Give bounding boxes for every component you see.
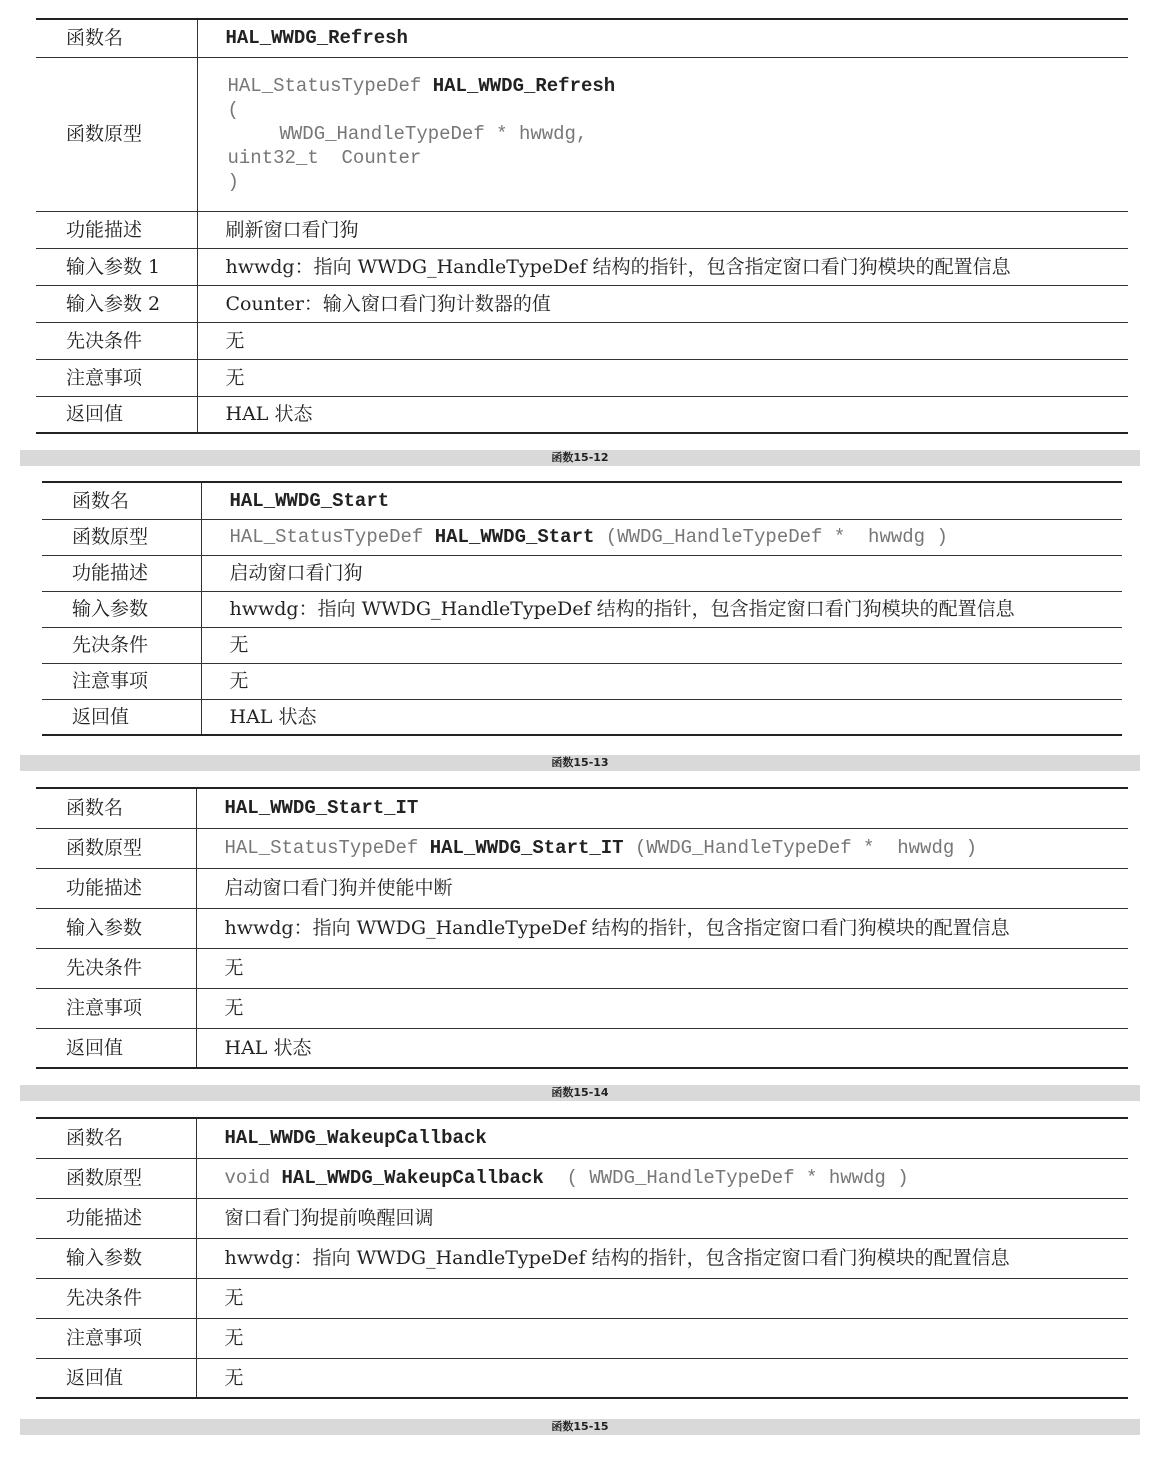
prototype-args: (WWDG_HandleTypeDef * hwwdg ) — [635, 837, 978, 859]
return-value: HAL 状态 — [196, 1028, 1128, 1068]
function-prototype — [197, 57, 1128, 211]
caption-15-13: 函数15-13 — [20, 755, 1140, 771]
description: 刷新窗口看门狗 — [197, 211, 1128, 248]
label-description: 功能描述 — [36, 1198, 196, 1238]
prototype-func-name: HAL_WWDG_Refresh — [432, 75, 616, 97]
notes: 无 — [196, 1318, 1128, 1358]
label-input-param: 输入参数 — [36, 1238, 196, 1278]
label-notes: 注意事项 — [36, 1318, 196, 1358]
label-precondition: 先决条件 — [36, 948, 196, 988]
function-prototype — [196, 1158, 1128, 1198]
label-notes: 注意事项 — [42, 663, 201, 699]
notes: 无 — [201, 663, 1122, 699]
label-function-name: 函数名 — [36, 788, 196, 828]
function-table-start — [42, 481, 1122, 736]
label-return-value: 返回值 — [36, 396, 197, 433]
description: 启动窗口看门狗并使能中断 — [196, 868, 1128, 908]
label-precondition: 先决条件 — [36, 1278, 196, 1318]
label-input-param-2: 输入参数 2 — [36, 285, 197, 322]
label-function-prototype: 函数原型 — [42, 519, 201, 555]
prototype-func-name: HAL_WWDG_Start_IT — [429, 837, 624, 859]
function-name: HAL_WWDG_Start_IT — [196, 788, 1128, 828]
input-param: hwwdg：指向 WWDG_HandleTypeDef 结构的指针，包含指定窗口看门狗模块的配置信息 — [196, 908, 1128, 948]
function-prototype — [201, 519, 1122, 555]
prototype-return-type: void — [224, 1167, 271, 1189]
label-return-value: 返回值 — [42, 699, 201, 735]
label-function-name: 函数名 — [36, 19, 197, 57]
return-value: HAL 状态 — [197, 396, 1128, 433]
description: 窗口看门狗提前唤醒回调 — [196, 1198, 1128, 1238]
function-name: HAL_WWDG_WakeupCallback — [196, 1118, 1128, 1158]
caption-15-14: 函数15-14 — [20, 1085, 1140, 1101]
input-param: hwwdg：指向 WWDG_HandleTypeDef 结构的指针，包含指定窗口看门狗模块的配置信息 — [201, 591, 1122, 627]
precondition: 无 — [196, 1278, 1128, 1318]
function-name: HAL_WWDG_Start — [201, 482, 1122, 519]
notes: 无 — [197, 359, 1128, 396]
label-input-param: 输入参数 — [42, 591, 201, 627]
label-precondition: 先决条件 — [42, 627, 201, 663]
input-param-1: hwwdg：指向 WWDG_HandleTypeDef 结构的指针，包含指定窗口看门狗模块的配置信息 — [197, 248, 1128, 285]
function-table-refresh — [36, 18, 1128, 434]
label-notes: 注意事项 — [36, 359, 197, 396]
prototype-return-type: HAL_StatusTypeDef — [227, 75, 422, 97]
function-table-start-it — [36, 787, 1128, 1069]
label-description: 功能描述 — [36, 211, 197, 248]
label-function-prototype: 函数原型 — [36, 1158, 196, 1198]
prototype-return-type: HAL_StatusTypeDef — [224, 837, 419, 859]
label-input-param-1: 输入参数 1 — [36, 248, 197, 285]
prototype-return-type: HAL_StatusTypeDef — [229, 526, 424, 548]
label-description: 功能描述 — [36, 868, 196, 908]
label-function-name: 函数名 — [36, 1118, 196, 1158]
precondition: 无 — [201, 627, 1122, 663]
label-function-prototype: 函数原型 — [36, 57, 197, 211]
precondition: 无 — [197, 322, 1128, 359]
prototype-args: ( WWDG_HandleTypeDef * hwwdg ) — [566, 1167, 909, 1189]
prototype-args: (WWDG_HandleTypeDef * hwwdg ) — [605, 526, 948, 548]
function-prototype — [196, 828, 1128, 868]
prototype-close-paren: ) — [227, 171, 239, 193]
label-precondition: 先决条件 — [36, 322, 197, 359]
label-function-name: 函数名 — [42, 482, 201, 519]
input-param-2: Counter：输入窗口看门狗计数器的值 — [197, 285, 1128, 322]
prototype-func-name: HAL_WWDG_WakeupCallback — [281, 1167, 544, 1189]
input-param: hwwdg：指向 WWDG_HandleTypeDef 结构的指针，包含指定窗口看门狗模块的配置信息 — [196, 1238, 1128, 1278]
label-input-param: 输入参数 — [36, 908, 196, 948]
prototype-arg1: WWDG_HandleTypeDef * hwwdg, — [279, 123, 588, 145]
label-return-value: 返回值 — [36, 1028, 196, 1068]
prototype-open-paren: ( — [227, 99, 239, 121]
function-name: HAL_WWDG_Refresh — [197, 19, 1128, 57]
return-value: 无 — [196, 1358, 1128, 1398]
label-notes: 注意事项 — [36, 988, 196, 1028]
label-description: 功能描述 — [42, 555, 201, 591]
label-function-prototype: 函数原型 — [36, 828, 196, 868]
function-table-wakeup-callback — [36, 1117, 1128, 1399]
caption-15-15: 函数15-15 — [20, 1419, 1140, 1435]
caption-15-12: 函数15-12 — [20, 450, 1140, 466]
precondition: 无 — [196, 948, 1128, 988]
notes: 无 — [196, 988, 1128, 1028]
label-return-value: 返回值 — [36, 1358, 196, 1398]
return-value: HAL 状态 — [201, 699, 1122, 735]
description: 启动窗口看门狗 — [201, 555, 1122, 591]
prototype-func-name: HAL_WWDG_Start — [434, 526, 595, 548]
prototype-arg2: uint32_t Counter — [227, 147, 422, 169]
